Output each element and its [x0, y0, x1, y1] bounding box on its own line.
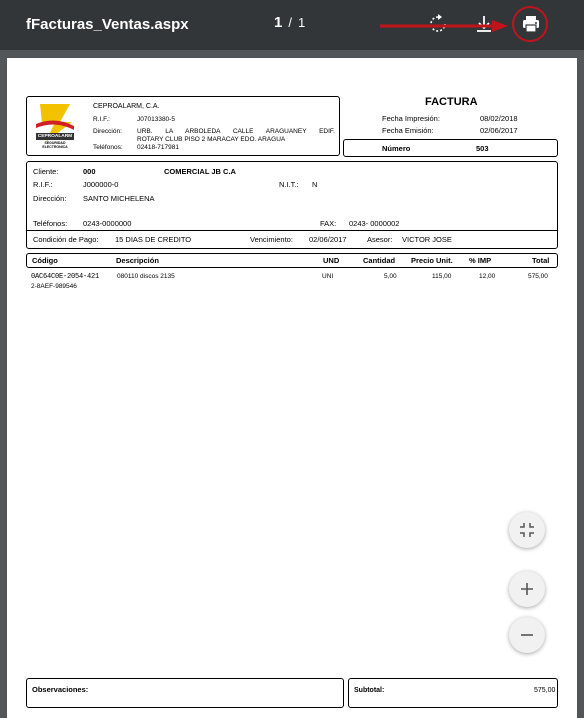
due-date: 02/06/2017 [309, 235, 347, 244]
company-rif: J07013380-5 [137, 116, 175, 123]
client-address-label: Dirección: [33, 194, 67, 203]
row-code-line2: 2-8AEF-989546 [31, 283, 77, 290]
zoom-in-button[interactable] [509, 571, 545, 607]
print-date-label: Fecha Impresión: [382, 114, 440, 123]
company-name: CEPROALARM, C.A. [93, 103, 160, 110]
logo-text: CEPROALARM [37, 134, 73, 139]
page-indicator [274, 14, 305, 31]
page-separator: / [288, 15, 292, 30]
header-total: Total [532, 256, 550, 265]
row-description: 080110 discos 2135 [117, 273, 175, 280]
advisor-value: VICTOR JOSE [402, 235, 452, 244]
row-code-line1: 0AC64C0E-2054-421 [31, 273, 100, 281]
client-phones: 0243-0000000 [83, 219, 132, 228]
total-pages: 1 [297, 15, 306, 30]
client-address: SANTO MICHELENA [83, 194, 155, 203]
zoom-out-icon [518, 626, 536, 644]
client-rif: J000000-0 [83, 180, 119, 189]
due-date-label: Vencimiento: [250, 235, 293, 244]
logo-subtext-2: ELECTRONICA [42, 145, 68, 149]
subtotal-label: Subtotal: [354, 687, 385, 694]
header-description: Descripción [116, 256, 159, 265]
client-rif-label: R.I.F.: [33, 180, 53, 189]
company-rif-label: R.I.F.: [93, 116, 110, 123]
subtotal-value: 575,00 [534, 687, 556, 694]
invoice-title: FACTURA [425, 96, 478, 108]
client-label: Cliente: [33, 167, 59, 176]
client-nit-label: N.I.T.: [279, 180, 299, 189]
document-page [7, 58, 577, 718]
header-code: Código [32, 256, 58, 265]
current-page-input[interactable]: 1 [274, 14, 283, 31]
viewer-toolbar [0, 0, 584, 50]
header-price: Precio Unit. [411, 256, 453, 265]
observations-label: Observaciones: [32, 685, 89, 694]
row-quantity: 5,00 [384, 273, 397, 280]
zoom-out-button[interactable] [509, 617, 545, 653]
header-tax: % IMP [469, 256, 492, 265]
client-name: COMERCIAL JB C.A [164, 167, 236, 176]
emission-date-label: Fecha Emisión: [382, 126, 434, 135]
company-phones: 02418-717981 [137, 144, 179, 151]
invoice-number-label: Número [382, 144, 411, 153]
client-phones-label: Teléfonos: [33, 219, 68, 228]
client-fax: 0243- 0000002 [349, 219, 400, 228]
company-phones-label: Teléfonos: [93, 144, 123, 151]
invoice-number-box [343, 139, 558, 157]
advisor-label: Asesor: [367, 235, 393, 244]
client-divider [27, 230, 557, 231]
company-address-label: Dirección: [93, 128, 122, 135]
row-tax: 12,00 [479, 273, 496, 280]
annotation-arrow [380, 20, 510, 32]
client-box [26, 161, 558, 249]
emission-date: 02/06/2017 [480, 126, 518, 135]
company-logo [34, 102, 76, 150]
print-button[interactable] [519, 12, 543, 36]
payment-label: Condición de Pago: [33, 235, 99, 244]
fit-to-page-button[interactable] [509, 512, 545, 548]
observations-box [26, 678, 344, 708]
print-date: 08/02/2018 [480, 114, 518, 123]
company-address-line1: URB. LA ARBOLEDA CALLE ARAGUANEY EDIF. [137, 128, 335, 135]
row-unit: UNI [322, 273, 334, 280]
company-address-line2: ROTARY CLUB PISO 2 MARACAY EDO. ARAGUA [137, 136, 286, 143]
fit-to-page-icon [518, 521, 536, 539]
payment-value: 15 DIAS DE CREDITO [115, 235, 192, 244]
zoom-in-icon [518, 580, 536, 598]
client-nit: N [312, 180, 318, 189]
client-fax-label: FAX: [320, 219, 337, 228]
document-title: fFacturas_Ventas.aspx [26, 16, 189, 33]
row-price: 115,00 [432, 273, 452, 280]
logo-subtext-1: SEGURIDAD [44, 141, 66, 145]
items-table-header [26, 253, 558, 268]
company-box [26, 96, 340, 156]
header-unit: UND [323, 256, 340, 265]
subtotal-box [348, 678, 558, 708]
print-icon [519, 12, 543, 36]
invoice-number: 503 [476, 144, 489, 153]
row-total: 575,00 [528, 273, 548, 280]
header-quantity: Cantidad [363, 256, 396, 265]
client-code: 000 [83, 167, 96, 176]
